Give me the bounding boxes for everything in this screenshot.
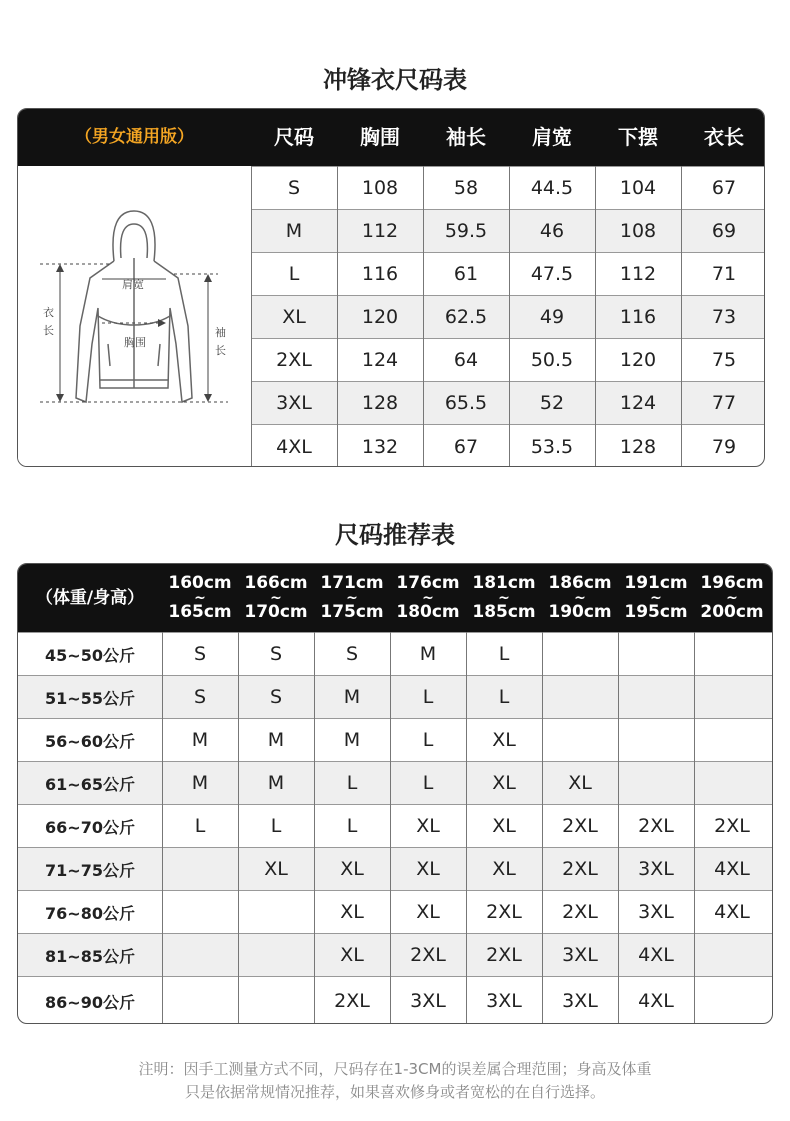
recommend-cell: 4XL	[714, 858, 750, 880]
size-chart-table	[17, 108, 765, 467]
size-cell: 124	[619, 392, 657, 414]
recommend-row	[18, 632, 772, 675]
recommend-cell	[694, 719, 770, 761]
recommend-cell	[694, 633, 770, 675]
recommend-row	[18, 847, 772, 890]
height-to: 175cm	[320, 602, 384, 622]
column-divider	[238, 632, 239, 1023]
column-divider	[694, 632, 695, 1023]
weight-height-header: （体重/身高）	[35, 588, 145, 608]
height-from: 160cm	[168, 573, 232, 593]
column-divider	[618, 632, 619, 1023]
height-header-cell	[238, 564, 314, 632]
height-header-cell	[542, 564, 618, 632]
recommend-cell: M	[419, 643, 437, 665]
recommend-row	[18, 718, 772, 761]
height-sep: ~	[422, 590, 434, 606]
weight-label: 66~70公斤	[45, 817, 135, 837]
recommend-row	[18, 804, 772, 847]
column-divider	[314, 632, 315, 1023]
size-cell: 44.5	[530, 177, 574, 199]
column-divider	[595, 166, 596, 466]
column-divider	[162, 632, 163, 1023]
size-cell: 52	[539, 392, 565, 414]
recommend-cell	[542, 633, 618, 675]
recommend-cell: 3XL	[562, 944, 598, 966]
size-cell: 61	[453, 263, 479, 285]
recommend-row	[18, 761, 772, 804]
recommend-cell: XL	[568, 772, 592, 794]
version-label: （男女通用版）	[75, 127, 194, 147]
height-sep: ~	[346, 590, 358, 606]
size-cell: 120	[619, 349, 657, 371]
size-header-cell: 尺码	[274, 125, 314, 149]
recommend-cell: L	[422, 686, 434, 708]
size-cell: 104	[619, 177, 657, 199]
size-cell: 4XL	[276, 435, 312, 458]
size-header-cell: 袖长	[446, 125, 486, 149]
size-cell: 2XL	[276, 349, 312, 371]
recommend-cell: L	[346, 815, 358, 837]
recommend-cell: 3XL	[410, 990, 446, 1012]
recommend-cell	[694, 676, 770, 718]
recommend-row	[18, 976, 772, 1024]
size-cell: 67	[711, 177, 737, 199]
recommend-cell: 2XL	[714, 815, 750, 837]
length-label-2: 长	[43, 324, 54, 337]
height-from: 181cm	[472, 573, 536, 593]
size-cell: 69	[711, 220, 737, 242]
recommend-cell: M	[191, 772, 209, 794]
size-header-cell: 胸围	[360, 125, 400, 149]
height-to: 165cm	[168, 602, 232, 622]
size-cell: 77	[711, 392, 737, 414]
recommend-cell: 2XL	[410, 944, 446, 966]
recommend-cell	[162, 891, 238, 933]
recommend-cell: 2XL	[562, 901, 598, 923]
recommend-cell: XL	[492, 815, 516, 837]
size-cell: 128	[361, 392, 399, 414]
size-chart-title: 冲锋衣尺码表	[323, 66, 467, 94]
recommend-cell	[618, 633, 694, 675]
size-cell: 116	[361, 263, 399, 285]
weight-label: 81~85公斤	[45, 946, 135, 966]
weight-label: 86~90公斤	[45, 992, 135, 1012]
footnote-line-1: 注明：因手工测量方式不同，尺码存在1-3CM的误差属合理范围；身高及体重	[138, 1060, 652, 1078]
size-cell: 64	[453, 349, 479, 371]
recommend-cell: M	[191, 729, 209, 751]
shoulder-label: 肩宽	[122, 278, 144, 291]
height-to: 185cm	[472, 602, 536, 622]
recommend-cell: M	[267, 729, 285, 751]
column-divider	[251, 166, 252, 466]
height-sep: ~	[194, 590, 206, 606]
recommend-cell	[162, 848, 238, 890]
size-cell: 53.5	[530, 435, 574, 458]
size-cell: M	[285, 220, 303, 242]
size-chart-header	[18, 109, 764, 166]
height-sep: ~	[726, 590, 738, 606]
recommend-cell: S	[345, 643, 359, 665]
size-row	[251, 209, 764, 252]
recommend-cell: 3XL	[562, 990, 598, 1012]
height-to: 195cm	[624, 602, 688, 622]
recommend-cell: L	[270, 815, 282, 837]
height-header-cell	[466, 564, 542, 632]
recommend-cell	[618, 762, 694, 804]
height-to: 190cm	[548, 602, 612, 622]
size-cell: 50.5	[530, 349, 574, 371]
recommend-cell: S	[269, 643, 283, 665]
size-recommend-table	[17, 563, 773, 1024]
recommend-cell: XL	[264, 858, 288, 880]
recommend-header	[18, 564, 772, 632]
size-cell: 3XL	[276, 392, 312, 414]
column-divider	[466, 632, 467, 1023]
height-sep: ~	[650, 590, 662, 606]
size-cell: 120	[361, 306, 399, 328]
recommend-row	[18, 933, 772, 976]
height-from: 191cm	[624, 573, 688, 593]
jacket-figure	[18, 166, 251, 467]
height-sep: ~	[574, 590, 586, 606]
column-divider	[509, 166, 510, 466]
height-header-cell	[694, 564, 770, 632]
recommend-cell	[162, 977, 238, 1024]
recommend-cell: XL	[340, 901, 364, 923]
footnote-line-2: 只是依据常规情况推荐，如果喜欢修身或者宽松的在自行选择。	[184, 1083, 605, 1101]
height-header-cell	[390, 564, 466, 632]
size-row	[251, 338, 764, 381]
recommend-cell: 2XL	[334, 990, 370, 1012]
height-from: 166cm	[244, 573, 308, 593]
recommend-cell: L	[346, 772, 358, 794]
size-cell: 116	[619, 306, 657, 328]
recommend-cell: 3XL	[638, 858, 674, 880]
recommend-row	[18, 890, 772, 933]
recommend-cell: 2XL	[486, 944, 522, 966]
recommend-cell	[542, 719, 618, 761]
recommend-cell: XL	[492, 772, 516, 794]
recommend-cell: XL	[416, 815, 440, 837]
recommend-cell: L	[194, 815, 206, 837]
recommend-cell: L	[498, 686, 510, 708]
height-to: 180cm	[396, 602, 460, 622]
recommend-cell: XL	[340, 944, 364, 966]
recommend-cell: L	[498, 643, 510, 665]
recommend-cell: S	[193, 643, 207, 665]
recommend-cell: 3XL	[486, 990, 522, 1012]
length-label-1: 衣	[43, 306, 54, 319]
size-row	[251, 381, 764, 424]
height-header-cell	[314, 564, 390, 632]
size-row	[251, 252, 764, 295]
recommend-cell: 3XL	[638, 901, 674, 923]
recommend-cell: XL	[492, 729, 516, 751]
size-cell: 112	[361, 220, 399, 242]
size-row	[251, 166, 764, 209]
size-cell: 65.5	[444, 392, 488, 414]
recommend-row	[18, 675, 772, 718]
recommend-cell: 2XL	[562, 858, 598, 880]
height-from: 186cm	[548, 573, 612, 593]
recommend-cell: XL	[340, 858, 364, 880]
recommend-cell: 2XL	[562, 815, 598, 837]
height-sep: ~	[270, 590, 282, 606]
recommend-cell: S	[193, 686, 207, 708]
size-cell: L	[288, 263, 300, 285]
size-cell: 62.5	[444, 306, 488, 328]
size-cell: 128	[619, 435, 657, 458]
height-sep: ~	[498, 590, 510, 606]
size-cell: XL	[282, 306, 306, 328]
weight-label: 71~75公斤	[45, 860, 135, 880]
height-from: 171cm	[320, 573, 384, 593]
column-divider	[681, 166, 682, 466]
weight-label: 56~60公斤	[45, 731, 135, 751]
column-divider	[337, 166, 338, 466]
size-cell: 58	[453, 177, 479, 199]
height-from: 176cm	[396, 573, 460, 593]
size-cell: 59.5	[444, 220, 488, 242]
recommend-cell	[542, 676, 618, 718]
weight-label: 61~65公斤	[45, 774, 135, 794]
size-cell: 73	[711, 306, 737, 328]
size-cell: 112	[619, 263, 657, 285]
height-to: 170cm	[244, 602, 308, 622]
recommend-cell: XL	[492, 858, 516, 880]
recommend-cell: M	[343, 686, 361, 708]
sleeve-label-1: 袖	[215, 326, 226, 339]
size-cell: 47.5	[530, 263, 574, 285]
recommend-cell: 4XL	[638, 944, 674, 966]
height-to: 200cm	[700, 602, 764, 622]
size-header-cell: 肩宽	[532, 125, 572, 149]
recommend-cell: 4XL	[638, 990, 674, 1012]
recommend-cell: L	[422, 772, 434, 794]
column-divider	[390, 632, 391, 1023]
height-from: 196cm	[700, 573, 764, 593]
height-header-cell	[618, 564, 694, 632]
column-divider	[423, 166, 424, 466]
recommend-cell	[694, 934, 770, 976]
size-cell: 75	[711, 349, 737, 371]
size-cell: 46	[539, 220, 565, 242]
recommend-cell: L	[422, 729, 434, 751]
recommend-cell	[618, 719, 694, 761]
recommend-cell: XL	[416, 858, 440, 880]
size-row	[251, 295, 764, 338]
size-row	[251, 424, 764, 467]
recommend-cell: S	[269, 686, 283, 708]
weight-label: 76~80公斤	[45, 903, 135, 923]
size-header-cell: 下摆	[618, 125, 658, 149]
recommend-cell: 2XL	[638, 815, 674, 837]
size-cell: 132	[361, 435, 399, 458]
size-cell: 108	[361, 177, 399, 199]
size-cell: 108	[619, 220, 657, 242]
recommend-cell	[238, 934, 314, 976]
weight-label: 51~55公斤	[45, 688, 135, 708]
column-divider	[542, 632, 543, 1023]
recommend-cell	[694, 762, 770, 804]
recommend-cell	[162, 934, 238, 976]
recommend-cell: 2XL	[486, 901, 522, 923]
size-cell: 67	[453, 435, 479, 458]
recommend-cell	[238, 977, 314, 1024]
recommend-cell: M	[267, 772, 285, 794]
recommend-cell: XL	[416, 901, 440, 923]
recommend-title: 尺码推荐表	[335, 521, 455, 549]
chest-label: 胸围	[124, 336, 146, 349]
height-header-cell	[162, 564, 238, 632]
recommend-cell	[694, 977, 770, 1024]
size-header-cell: 衣长	[704, 125, 744, 149]
recommend-cell: M	[343, 729, 361, 751]
sleeve-label-2: 长	[215, 344, 226, 357]
recommend-cell	[238, 891, 314, 933]
footnote	[0, 1058, 790, 1104]
weight-label: 45~50公斤	[45, 645, 135, 665]
recommend-cell: 4XL	[714, 901, 750, 923]
size-cell: 124	[361, 349, 399, 371]
size-cell: 71	[711, 263, 737, 285]
size-cell: S	[287, 177, 301, 199]
recommend-cell	[618, 676, 694, 718]
size-cell: 79	[711, 435, 737, 458]
size-cell: 49	[539, 306, 565, 328]
